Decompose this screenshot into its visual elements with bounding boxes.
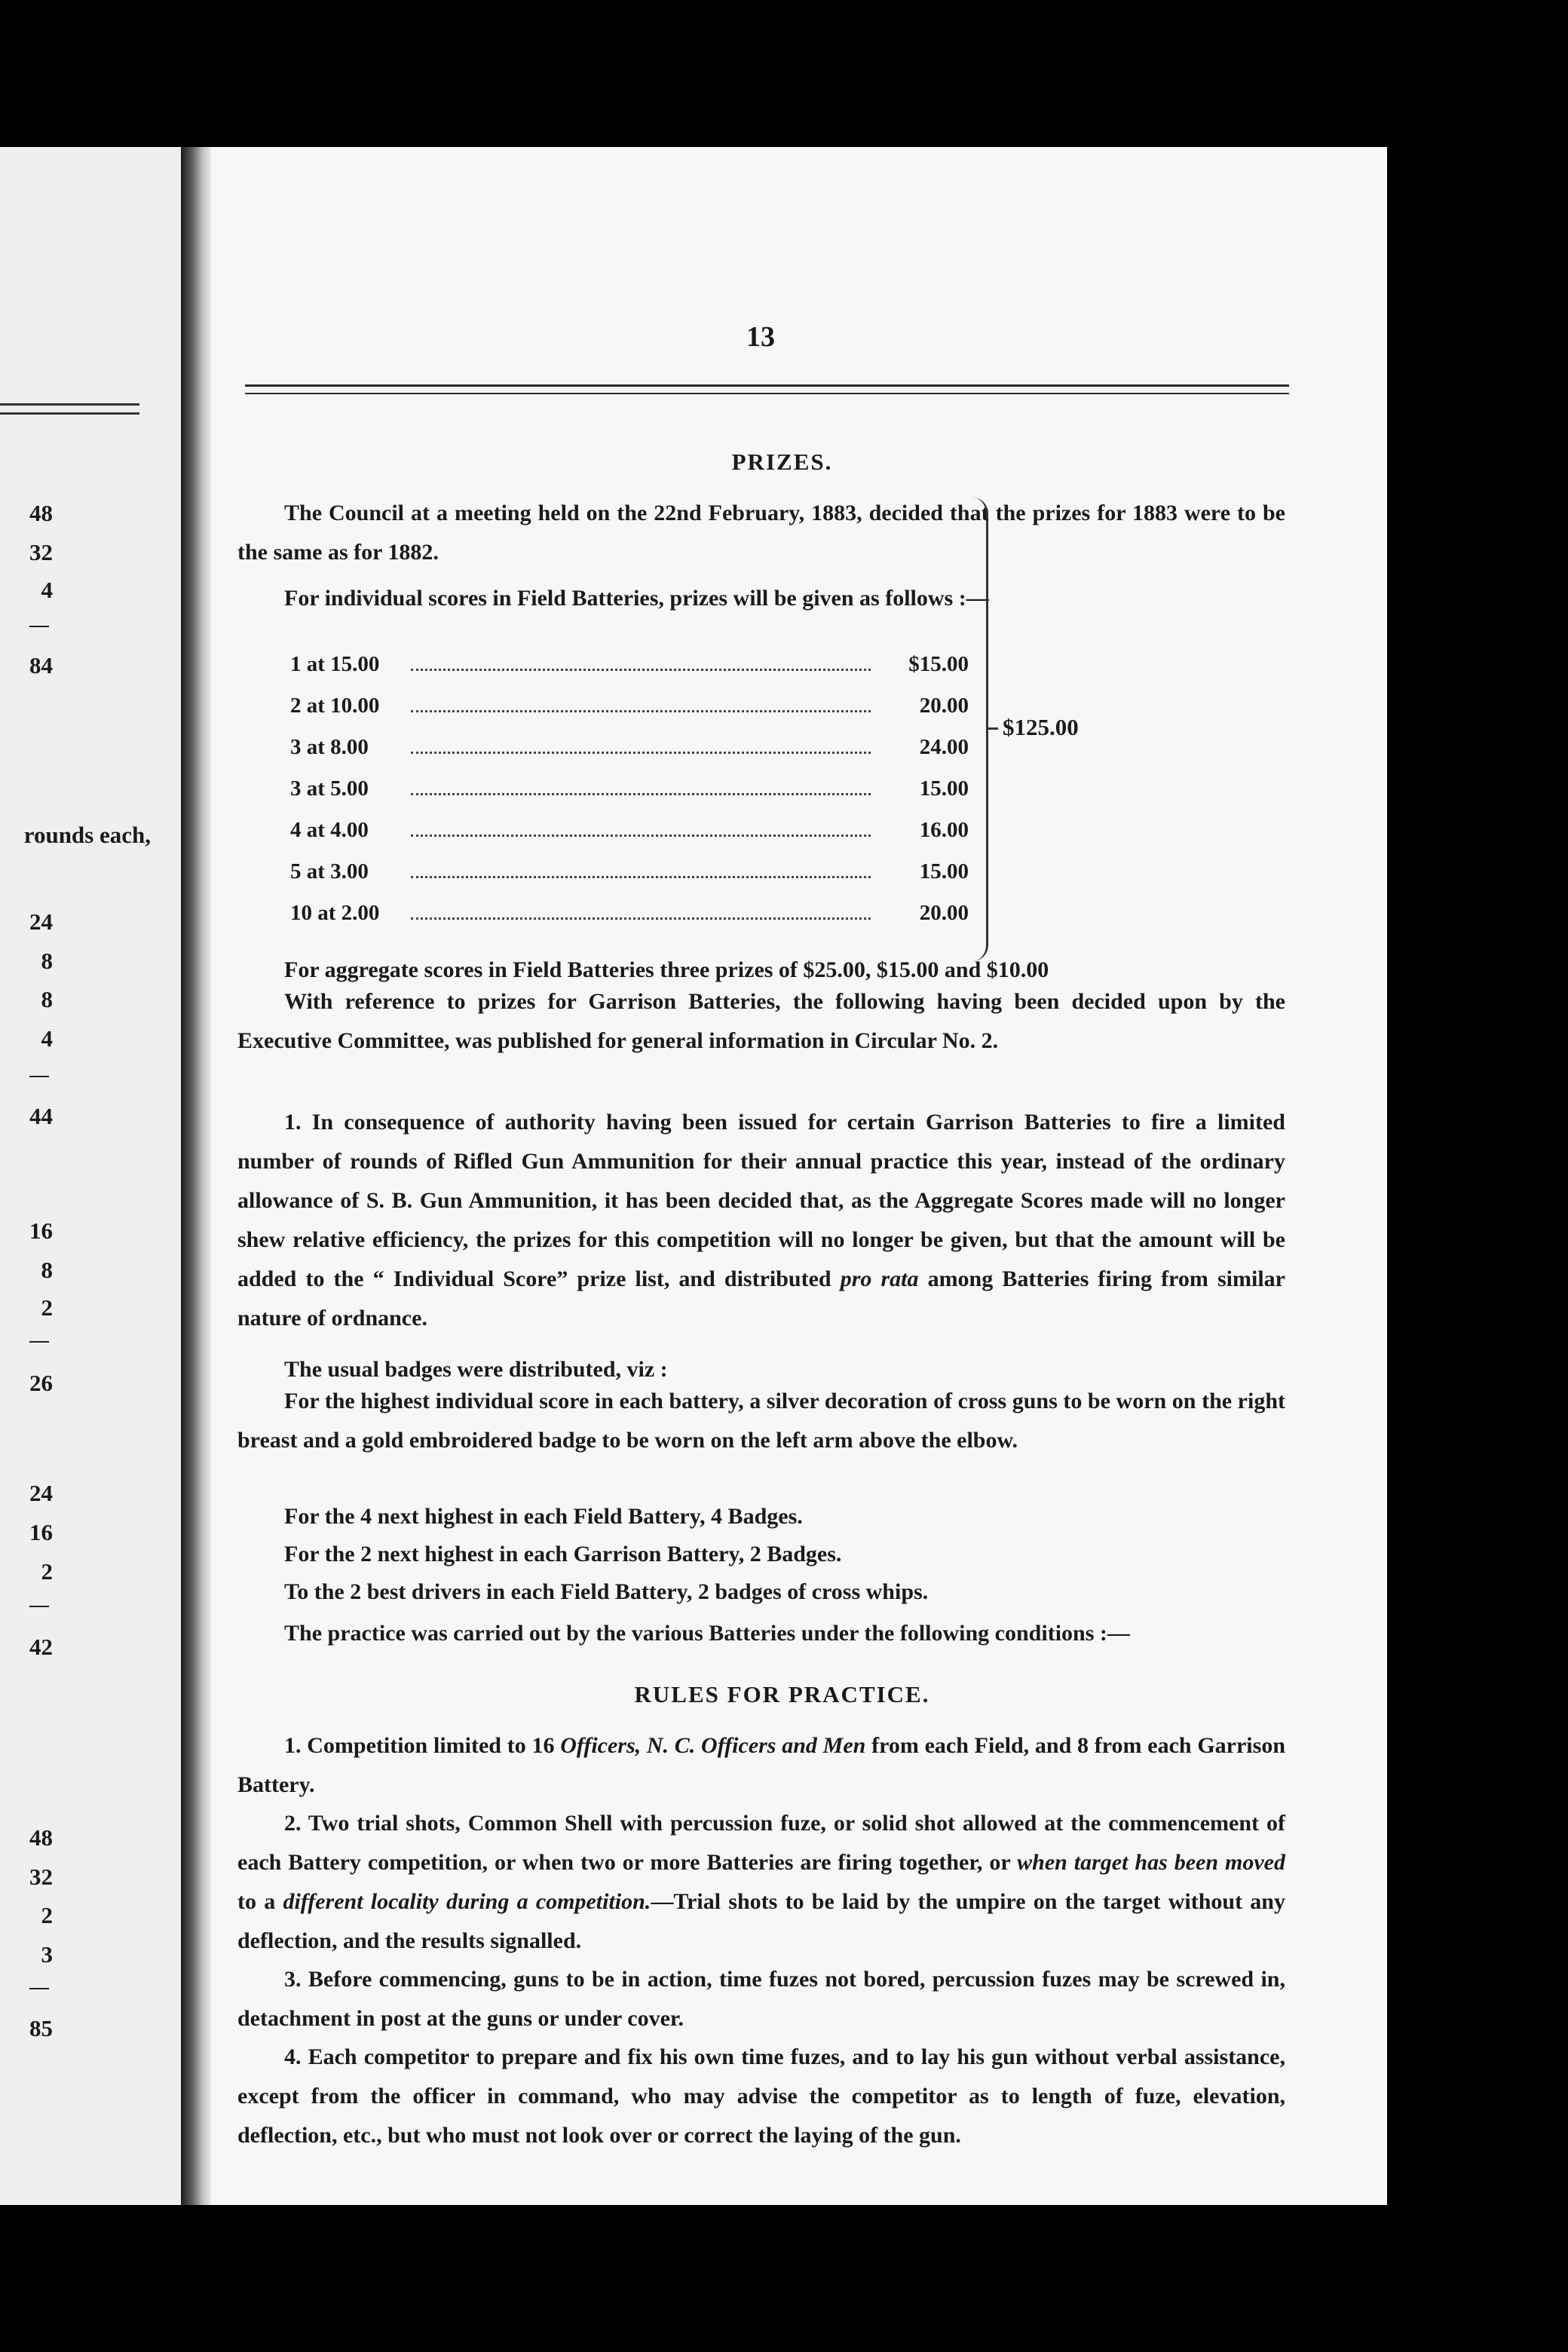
left-number: 24: [29, 1480, 53, 1506]
prize-row-amount: 24.00: [919, 735, 969, 759]
rule-1-text: 1. Competition limited to 16: [284, 1733, 561, 1758]
left-number: 3: [41, 1941, 53, 1968]
left-number: 4: [41, 1025, 53, 1052]
prize-row-amount: $15.00: [908, 652, 969, 676]
left-number: 8: [41, 948, 53, 974]
prize-row-label: 2 at 10.00: [290, 694, 380, 718]
prize-row-label: 3 at 8.00: [290, 735, 369, 759]
left-number: 2: [41, 1294, 53, 1321]
left-number: 2: [41, 1902, 53, 1928]
prize-row: [290, 776, 969, 802]
left-page-rule: [0, 403, 139, 415]
prize-row-label: 5 at 3.00: [290, 859, 369, 884]
badges-garrison: For the 2 next highest in each Garrison Battery, 2 Badges.: [284, 1542, 842, 1566]
left-sum-rule: [29, 1076, 49, 1077]
conditions-text: The practice was carried out by the various Batteries under the following conditions :—: [284, 1621, 1130, 1646]
prize-row-amount: 15.00: [919, 859, 969, 884]
left-sum-rule: [29, 1606, 49, 1607]
dot-leader: [411, 793, 871, 795]
header-rule: [245, 384, 1289, 394]
dot-leader: [411, 710, 871, 712]
page-number: 13: [746, 321, 775, 353]
left-number: 48: [29, 1824, 53, 1851]
rule-2-italic-locality: different locality during a competition.: [283, 1889, 651, 1914]
dot-leader: [411, 669, 871, 671]
council-paragraph: The Council at a meeting held on the 22nd February, 1883, decided that the prizes for 1883 were to be the same as for 1882.: [237, 501, 1285, 565]
rule-2-mid: to a: [237, 1889, 283, 1914]
prize-row-amount: 20.00: [919, 694, 969, 718]
left-sum-rule: [29, 626, 49, 627]
prize-row-amount: 15.00: [919, 776, 969, 801]
left-rounds-text: rounds each,: [23, 822, 151, 848]
left-number: 32: [29, 539, 53, 565]
rules-heading: RULES FOR PRACTICE.: [634, 1681, 930, 1707]
rule-4: 4. Each competitor to prepare and fix his own time fuzes, and to lay his gun without verbal assistance, except from the officer in command, who may advise the competitor as to length of fuze, elevation, deflection, etc., but who must not look over or correct the laying of the gun.: [237, 2044, 1285, 2148]
left-number: 44: [29, 1103, 53, 1129]
garrison-paragraph: With reference to prizes for Garrison Batteries, the following having been decided upon by the Executive Committee, was published for general information in Circular No. 2.: [237, 989, 1285, 1053]
left-sum-rule: [29, 1988, 49, 1989]
prize-row: [290, 818, 969, 844]
rule-3: 3. Before commencing, guns to be in action, time fuzes not bored, percussion fuzes may be screwed in, detachment in post at the guns or under cover.: [237, 1967, 1285, 2031]
prize-row-amount: 16.00: [919, 818, 969, 842]
left-number: 16: [29, 1217, 53, 1244]
individual-scores-intro: For individual scores in Field Batteries, prizes will be given as follows :—: [284, 586, 989, 611]
dot-leader: [411, 752, 871, 754]
rule-1-end: from each Field, and 8 from each Garrison Battery.: [237, 1733, 1285, 1797]
book-gutter: [181, 147, 211, 2205]
rule-1: [237, 1726, 1285, 1805]
badges-drivers: To the 2 best drivers in each Field Battery, 2 badges of cross whips.: [284, 1579, 929, 1604]
left-number: 8: [41, 1257, 53, 1283]
left-number: 48: [29, 500, 53, 526]
rule-2-text: 2. Two trial shots, Common Shell with percussion fuze, or solid shot allowed at the commencement of each Battery competition, or when two or more Batteries are firing together, or: [237, 1811, 1285, 1875]
prizes-heading: PRIZES.: [731, 449, 833, 475]
badges-field: For the 4 next highest in each Field Battery, 4 Badges.: [284, 1504, 803, 1529]
left-sum-rule: [29, 1341, 49, 1343]
dot-leader: [411, 917, 871, 920]
circular-item-1: [237, 1103, 1285, 1338]
rule-2: [237, 1804, 1285, 1961]
left-number: 85: [29, 2015, 53, 2041]
left-page-fragment: [0, 147, 181, 2205]
prize-row-label: 10 at 2.00: [290, 901, 380, 925]
rule-2-italic-target: when target has been moved: [1017, 1850, 1285, 1875]
prize-row-label: 1 at 15.00: [290, 652, 380, 676]
rule-2-end: —Trial shots to be laid by the umpire on the target without any deflection, and the results signalled.: [237, 1889, 1285, 1953]
badges-intro: The usual badges were distributed, viz :: [284, 1357, 668, 1382]
prize-row-label: 4 at 4.00: [290, 818, 369, 842]
prize-row: [290, 694, 969, 719]
left-number: 42: [29, 1634, 53, 1660]
prize-row: [290, 735, 969, 761]
rule-1-italic: Officers, N. C. Officers and Men: [560, 1733, 866, 1758]
aggregate-scores: For aggregate scores in Field Batteries three prizes of $25.00, $15.00 and $10.00: [284, 957, 1049, 982]
left-number: 16: [29, 1519, 53, 1545]
left-number: 2: [41, 1558, 53, 1585]
prize-row: [290, 901, 969, 926]
badges-highest: For the highest individual score in each battery, a silver decoration of cross guns to be worn on the right breast and a gold embroidered badge to be worn on the left arm above the elbow.: [237, 1389, 1285, 1453]
dot-leader: [411, 876, 871, 878]
circular-item-1-end: among Batteries firing from similar nature of ordnance.: [237, 1266, 1285, 1331]
left-number: 32: [29, 1864, 53, 1890]
prize-row: [290, 859, 969, 885]
prize-row-label: 3 at 5.00: [290, 776, 369, 801]
prize-total: $125.00: [1003, 714, 1079, 740]
left-number: 4: [41, 577, 53, 603]
dot-leader: [411, 835, 871, 837]
book-page: [211, 147, 1387, 2205]
left-number: 84: [29, 652, 53, 678]
pro-rata-text: pro rata: [840, 1266, 919, 1291]
total-brace-tip: [986, 727, 998, 730]
circular-item-1-text: 1. In consequence of authority having been issued for certain Garrison Batteries to fire a limited number of rounds of Rifled Gun Ammunition for their annual practice this year, instead of the ordinary allowance of S. B. Gun Ammunition, it has been decided that, as the Aggregate Scores made will no longer shew relative efficiency, the prizes for this competition will no longer be given, but that the amount will be added to the “ Individual Score” prize list, and distributed: [237, 1110, 1285, 1291]
left-number: 8: [41, 986, 53, 1012]
left-number: 26: [29, 1370, 53, 1396]
prize-row-amount: 20.00: [919, 901, 969, 925]
left-number: 24: [29, 908, 53, 935]
prize-row: [290, 652, 969, 678]
